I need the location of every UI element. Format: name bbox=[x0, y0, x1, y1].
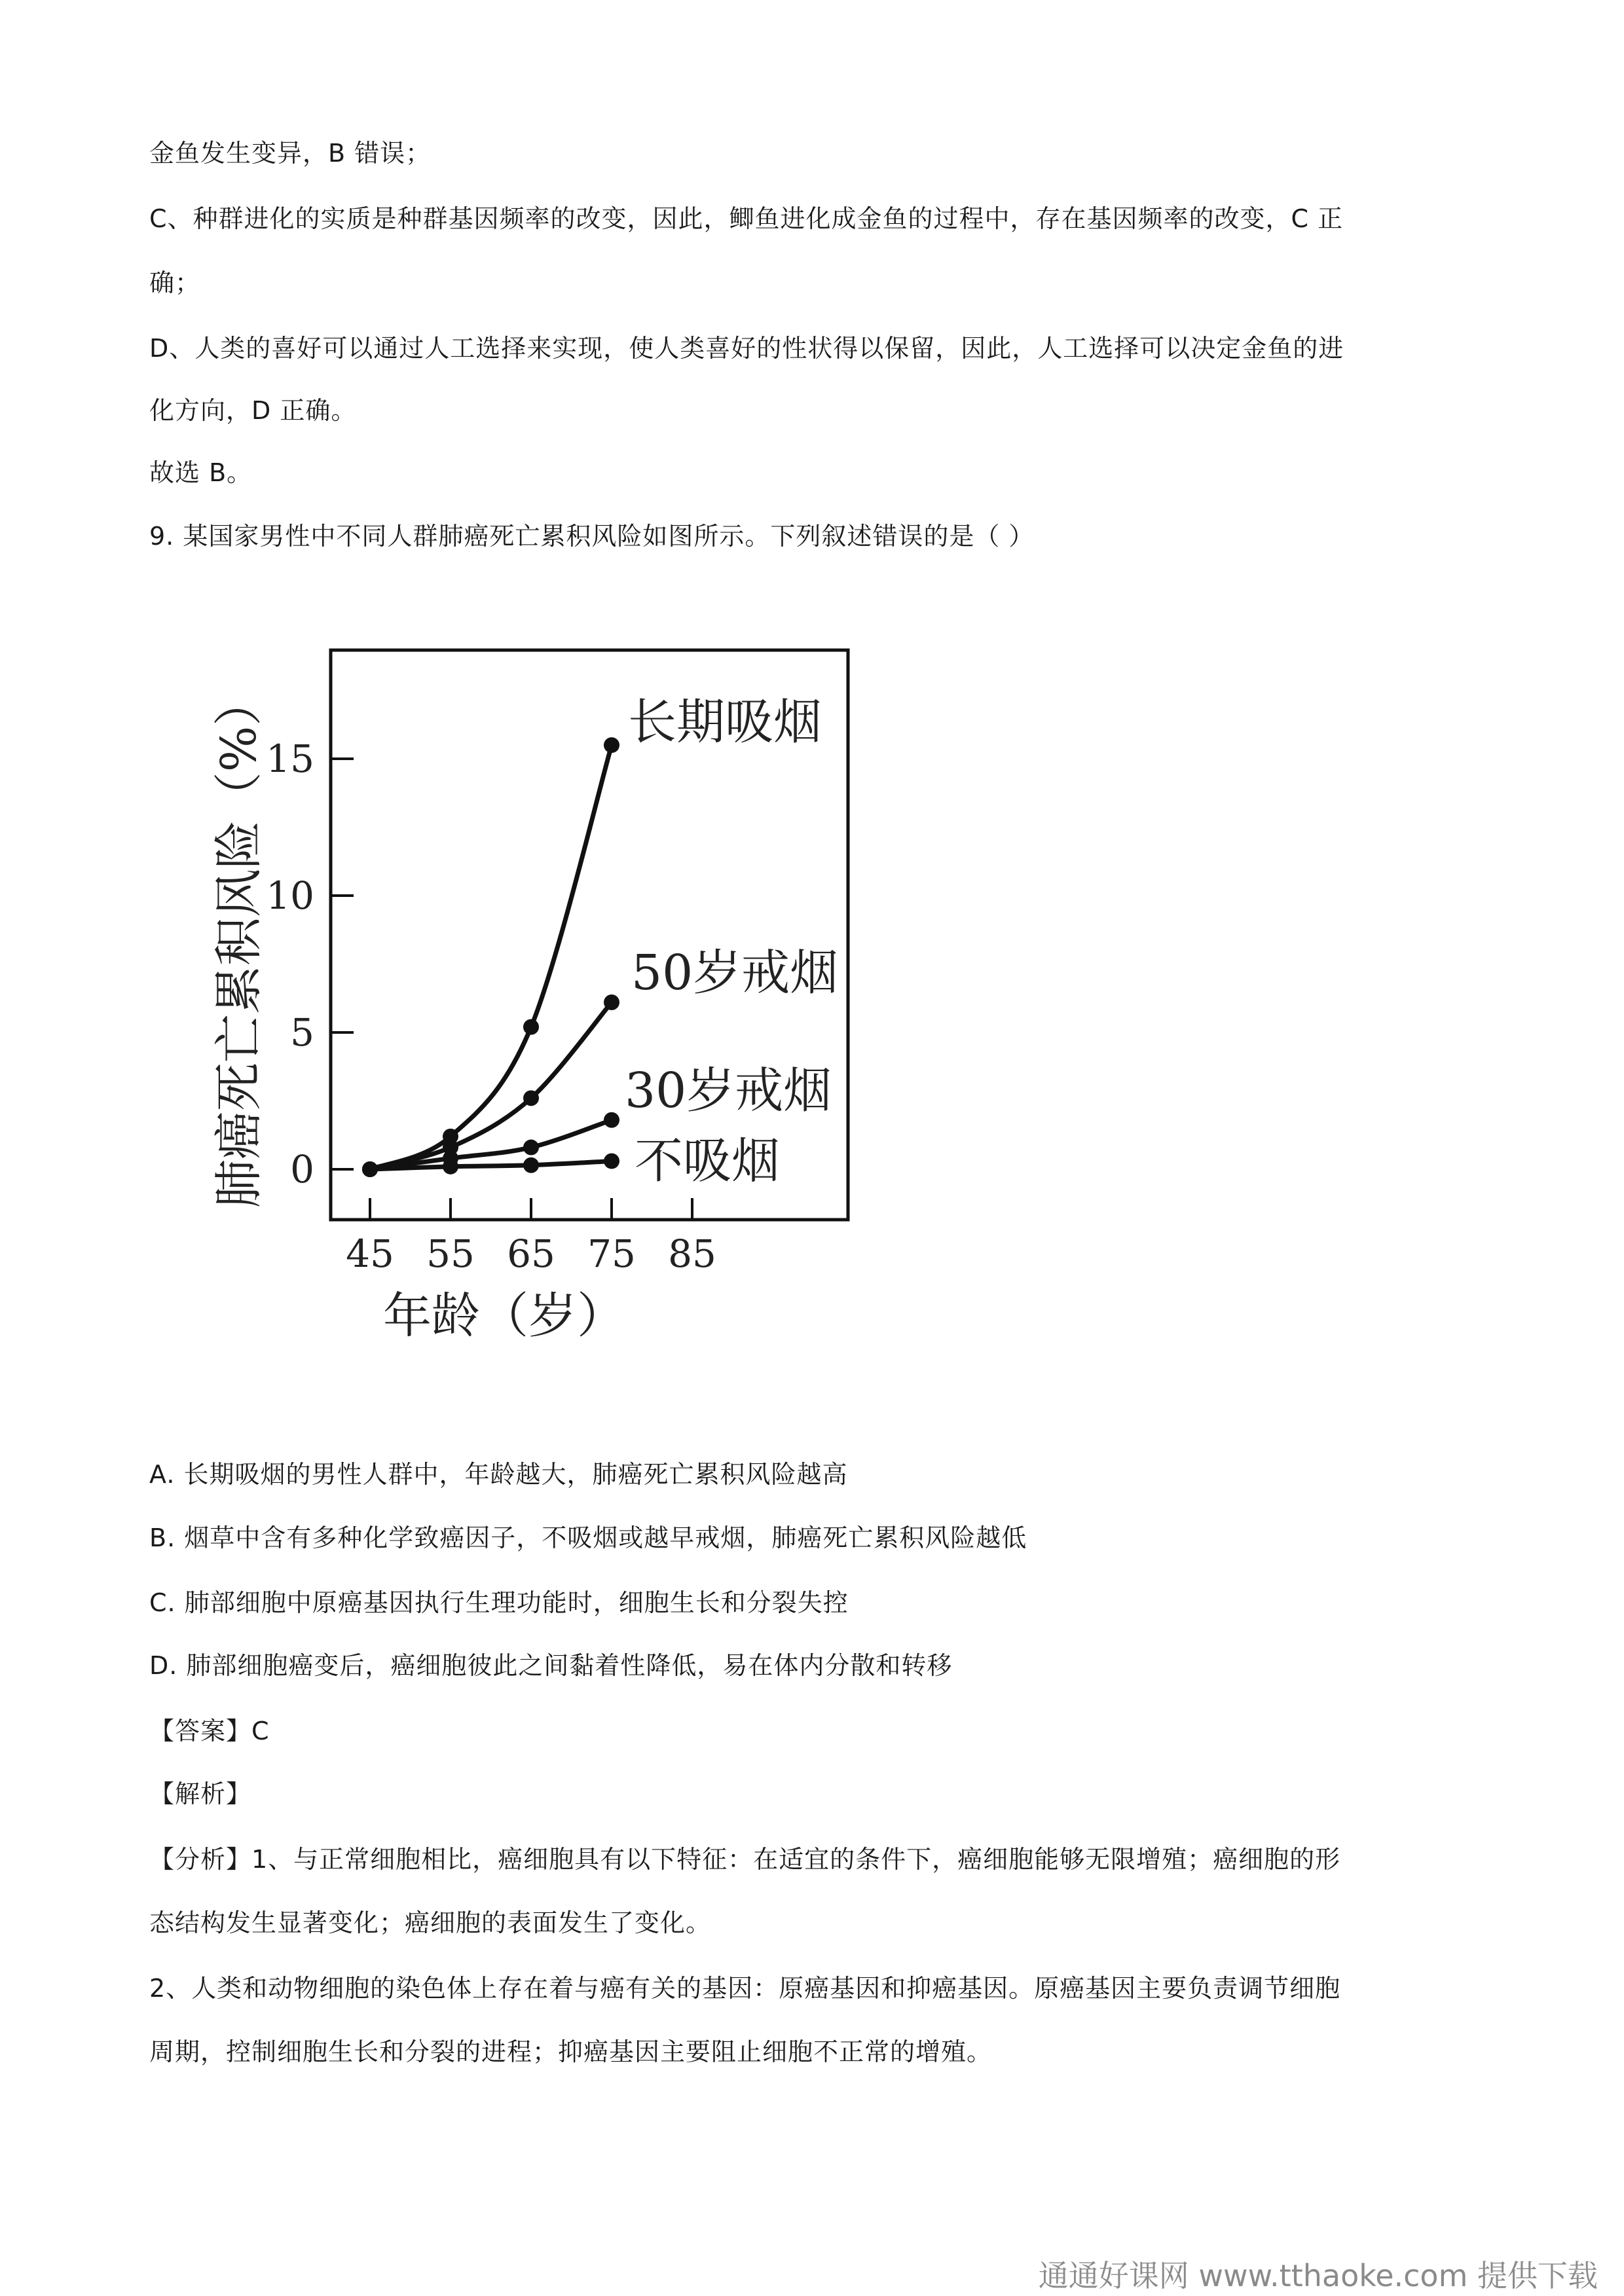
option-d: D. 肺部细胞癌变后，癌细胞彼此之间黏着性降低，易在体内分散和转移 bbox=[149, 1651, 953, 1680]
series-label-3: 30岁戒烟 bbox=[625, 1062, 832, 1119]
answer: 【答案】C bbox=[149, 1717, 270, 1745]
text-line-3: 确； bbox=[149, 268, 201, 297]
text-line-5: 化方向，D 正确。 bbox=[149, 396, 357, 425]
analysis-line-2: 态结构发生显著变化；癌细胞的表面发生了变化。 bbox=[149, 1908, 712, 1937]
analysis-heading: 【解析】 bbox=[149, 1779, 252, 1808]
series-label-4: 不吸烟 bbox=[635, 1133, 780, 1190]
data-point bbox=[362, 1161, 378, 1177]
data-point bbox=[604, 737, 619, 753]
text-line-6: 故选 B。 bbox=[149, 458, 253, 487]
y-tick-label: 10 bbox=[266, 873, 314, 918]
data-point bbox=[523, 1019, 539, 1035]
x-tick-label: 45 bbox=[346, 1231, 394, 1276]
series-label-1: 长期吸烟 bbox=[628, 694, 822, 751]
option-c: C. 肺部细胞中原癌基因执行生理功能时，细胞生长和分裂失控 bbox=[149, 1588, 849, 1617]
x-tick-label: 85 bbox=[668, 1231, 716, 1276]
option-a: A. 长期吸烟的男性人群中，年龄越大，肺癌死亡累积风险越高 bbox=[149, 1460, 848, 1489]
data-point bbox=[443, 1159, 458, 1175]
text-line-2: C、种群进化的实质是种群基因频率的改变，因此，鲫鱼进化成金鱼的过程中，存在基因频率的改变，C 正 bbox=[149, 204, 1344, 233]
analysis-line-3: 2、人类和动物细胞的染色体上存在着与癌有关的基因：原癌基因和抑癌基因。原癌基因主要负责调节细胞 bbox=[149, 1974, 1341, 2003]
series-line-2 bbox=[370, 1002, 612, 1169]
x-axis-title: 年龄（岁） bbox=[383, 1288, 625, 1344]
series-line-1 bbox=[370, 745, 612, 1169]
x-tick-label: 65 bbox=[507, 1231, 555, 1276]
x-tick-label: 75 bbox=[587, 1231, 636, 1276]
series-label-2: 50岁戒烟 bbox=[631, 945, 839, 1002]
data-point bbox=[523, 1157, 539, 1173]
y-axis-title: 肺癌死亡累积风险（%） bbox=[211, 677, 267, 1209]
y-tick-label: 15 bbox=[266, 737, 314, 781]
data-point bbox=[523, 1140, 539, 1156]
text-line-1: 金鱼发生变异，B 错误； bbox=[149, 139, 432, 168]
footer-watermark: 通通好课网 www.tthaoke.com 提供下载 bbox=[1038, 2258, 1598, 2293]
data-point bbox=[523, 1090, 539, 1106]
y-tick-label: 0 bbox=[290, 1147, 314, 1192]
text-line-4: D、人类的喜好可以通过人工选择来实现，使人类喜好的性状得以保留，因此，人工选择可以决定金鱼的进 bbox=[149, 334, 1344, 363]
y-tick-label: 5 bbox=[290, 1010, 314, 1055]
x-tick-label: 55 bbox=[426, 1231, 475, 1276]
data-point bbox=[604, 994, 619, 1010]
question-9: 9. 某国家男性中不同人群肺癌死亡累积风险如图所示。下列叙述错误的是（ ） bbox=[149, 522, 1035, 551]
analysis-line-4: 周期，控制细胞生长和分裂的进程；抑癌基因主要阻止细胞不正常的增殖。 bbox=[149, 2037, 993, 2066]
analysis-line-1: 【分析】1、与正常细胞相比，癌细胞具有以下特征：在适宜的条件下，癌细胞能够无限增殖；癌细胞的形 bbox=[149, 1845, 1341, 1874]
data-point bbox=[604, 1153, 619, 1169]
data-point bbox=[604, 1112, 619, 1128]
option-b: B. 烟草中含有多种化学致癌因子，不吸烟或越早戒烟，肺癌死亡累积风险越低 bbox=[149, 1523, 1027, 1552]
